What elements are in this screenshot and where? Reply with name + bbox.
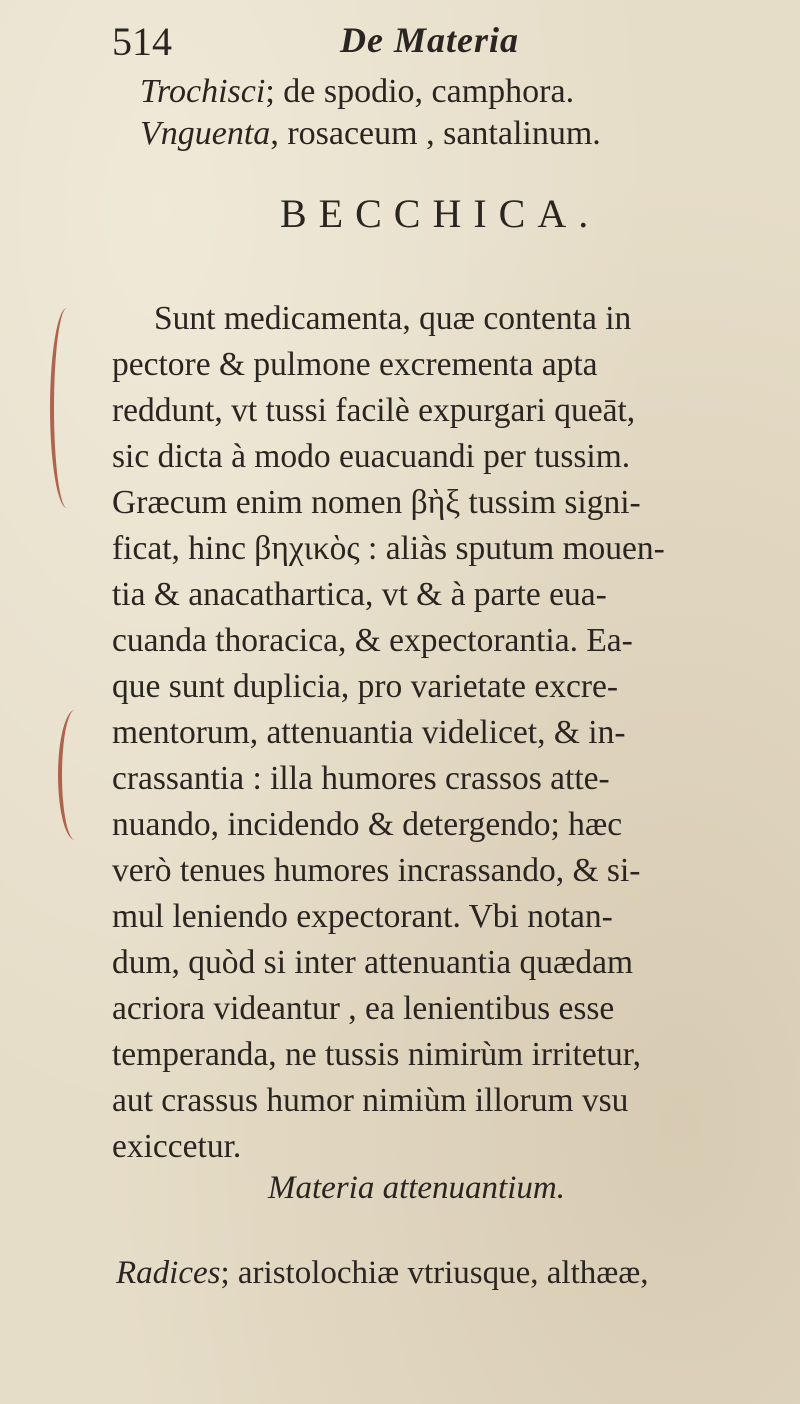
text-line: mul leniendo expectorant. Vbi notan- — [112, 898, 613, 935]
text-line: nuando, incidendo & detergendo; hæc — [112, 806, 623, 843]
entry-label: Vnguenta — [140, 115, 271, 152]
entry-vnguenta — [140, 114, 601, 154]
page-number: 514 — [112, 19, 172, 64]
entry-label: Radices — [116, 1255, 221, 1291]
text-line: cuanda thoracica, & expectorantia. Ea- — [112, 622, 633, 659]
section-title: BECCHICA. — [280, 191, 601, 236]
running-head: De Materia — [340, 20, 519, 60]
text-line: acriora videantur , ea lenientibus esse — [112, 990, 615, 1027]
entry-text: , rosaceum , santalinum. — [270, 115, 601, 152]
margin-bracket-mark — [58, 710, 92, 840]
text-line: tia & anacathartica, vt & à parte eua- — [112, 576, 607, 613]
entry-label: Trochisci — [140, 73, 266, 110]
entry-text: ; de spodio, camphora. — [265, 73, 575, 110]
text-line: reddunt, vt tussi facilè expurgari queāt, — [112, 392, 636, 429]
entry-text: ; aristolochiæ vtriusque, althææ, — [220, 1255, 649, 1291]
text-line: pectore & pulmone excrementa apta — [112, 346, 598, 383]
text-line: mentorum, attenuantia videlicet, & in- — [112, 714, 626, 751]
text-line: Græcum enim nomen βὴξ tussim signi- — [112, 484, 641, 521]
entry-trochisci — [140, 72, 574, 112]
text-line: sic dicta à modo euacuandi per tussim. — [112, 438, 631, 475]
entry-radices — [116, 1253, 649, 1293]
subheading: Materia attenuantium. — [268, 1170, 565, 1206]
text-line: dum, quòd si inter attenuantia quædam — [112, 944, 634, 981]
body-paragraph — [112, 296, 792, 1170]
margin-bracket-mark — [50, 308, 84, 508]
page-header — [0, 0, 800, 70]
text-line: que sunt duplicia, pro varietate excre- — [112, 668, 619, 705]
text-line: aut crassus humor nimiùm illorum vsu — [112, 1082, 629, 1119]
text-line: exiccetur. — [112, 1128, 242, 1165]
text-line: crassantia : illa humores crassos atte- — [112, 760, 610, 797]
text-line: temperanda, ne tussis nimirùm irritetur, — [112, 1036, 641, 1073]
text-line: verò tenues humores incrassando, & si- — [112, 852, 641, 889]
text-line: Sunt medicamenta, quæ contenta in — [154, 300, 632, 337]
text-line: ficat, hinc βηχικὸς : aliàs sputum mouen- — [112, 530, 665, 567]
